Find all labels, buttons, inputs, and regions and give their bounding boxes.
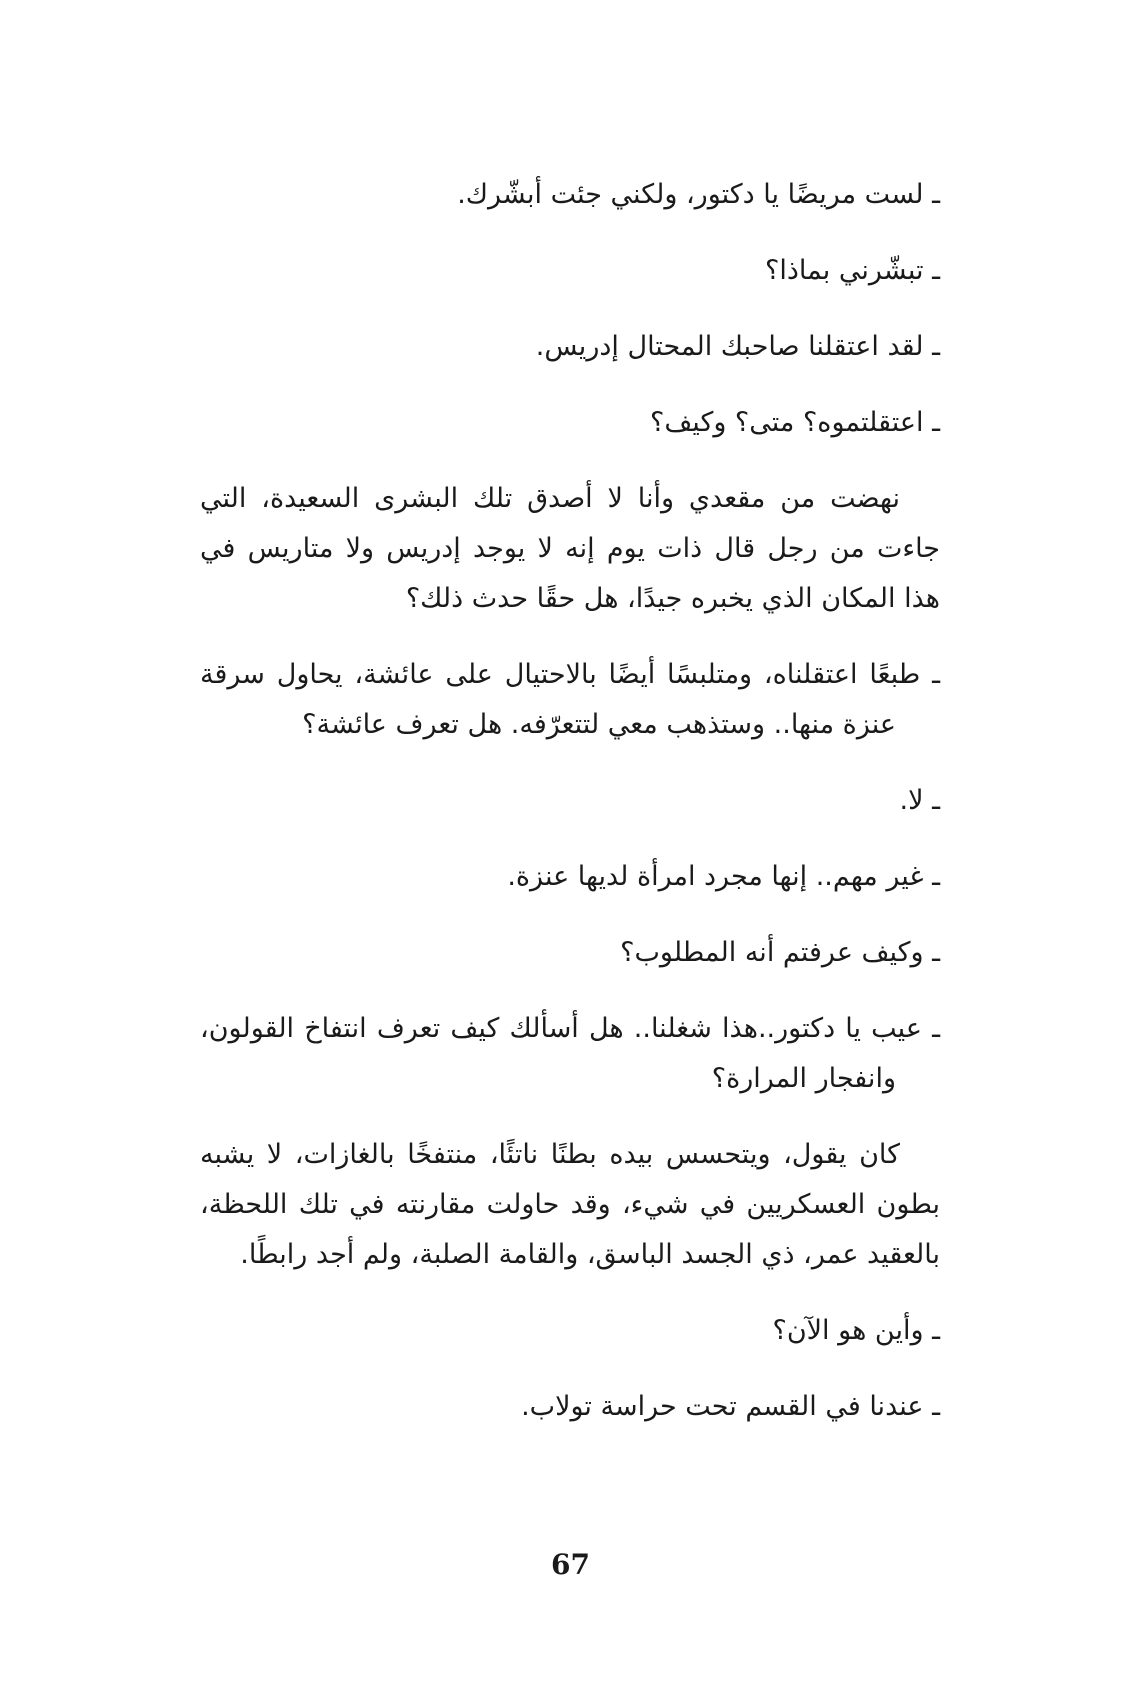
dialogue-line: ـ عيب يا دكتور..هذا شغلنا.. هل أسألك كيف تعرف انتفاخ القولون، وانفجار المرارة؟ xyxy=(200,1013,940,1094)
dialogue-line: ـ لقد اعتقلنا صاحبك المحتال إدريس. xyxy=(535,331,940,362)
dialogue-line: ـ وأين هو الآن؟ xyxy=(772,1315,940,1346)
dialogue-line: ـ غير مهم.. إنها مجرد امرأة لديها عنزة. xyxy=(507,861,940,892)
dialogue-line: ـ طبعًا اعتقلناه، ومتلبسًا أيضًا بالاحتيال على عائشة، يحاول سرقة عنزة منها.. وستذهب معي لتتعرّفه. هل تعرف عائشة؟ xyxy=(200,659,940,740)
dialogue-line: ـ لا. xyxy=(899,785,940,816)
dialogue-line: ـ اعتقلتموه؟ متى؟ وكيف؟ xyxy=(650,407,940,438)
dialogue-line: ـ تبشّرني بماذا؟ xyxy=(765,255,940,286)
dialogue-line: ـ عندنا في القسم تحت حراسة تولاب. xyxy=(521,1391,940,1422)
dialogue-line: ـ لست مريضًا يا دكتور، ولكني جئت أبشّرك. xyxy=(457,179,940,210)
dialogue-line: ـ وكيف عرفتم أنه المطلوب؟ xyxy=(620,937,940,968)
page-body xyxy=(200,170,940,1458)
narration-paragraph: كان يقول، ويتحسس بيده بطنًا ناتئًا، منتفخًا بالغازات، لا يشبه بطون العسكريين في شيء، وقد حاولت مقارنته في تلك اللحظة، بالعقيد عمر، ذي الجسد الباسق، والقامة الصلبة، ولم أجد رابطًا. xyxy=(200,1139,940,1270)
page-number: 67 xyxy=(551,1548,590,1581)
narration-paragraph: نهضت من مقعدي وأنا لا أصدق تلك البشرى السعيدة، التي جاءت من رجل قال ذات يوم إنه لا يوجد إدريس ولا متاريس في هذا المكان الذي يخبره جيدًا، هل حقًا حدث ذلك؟ xyxy=(200,483,940,614)
